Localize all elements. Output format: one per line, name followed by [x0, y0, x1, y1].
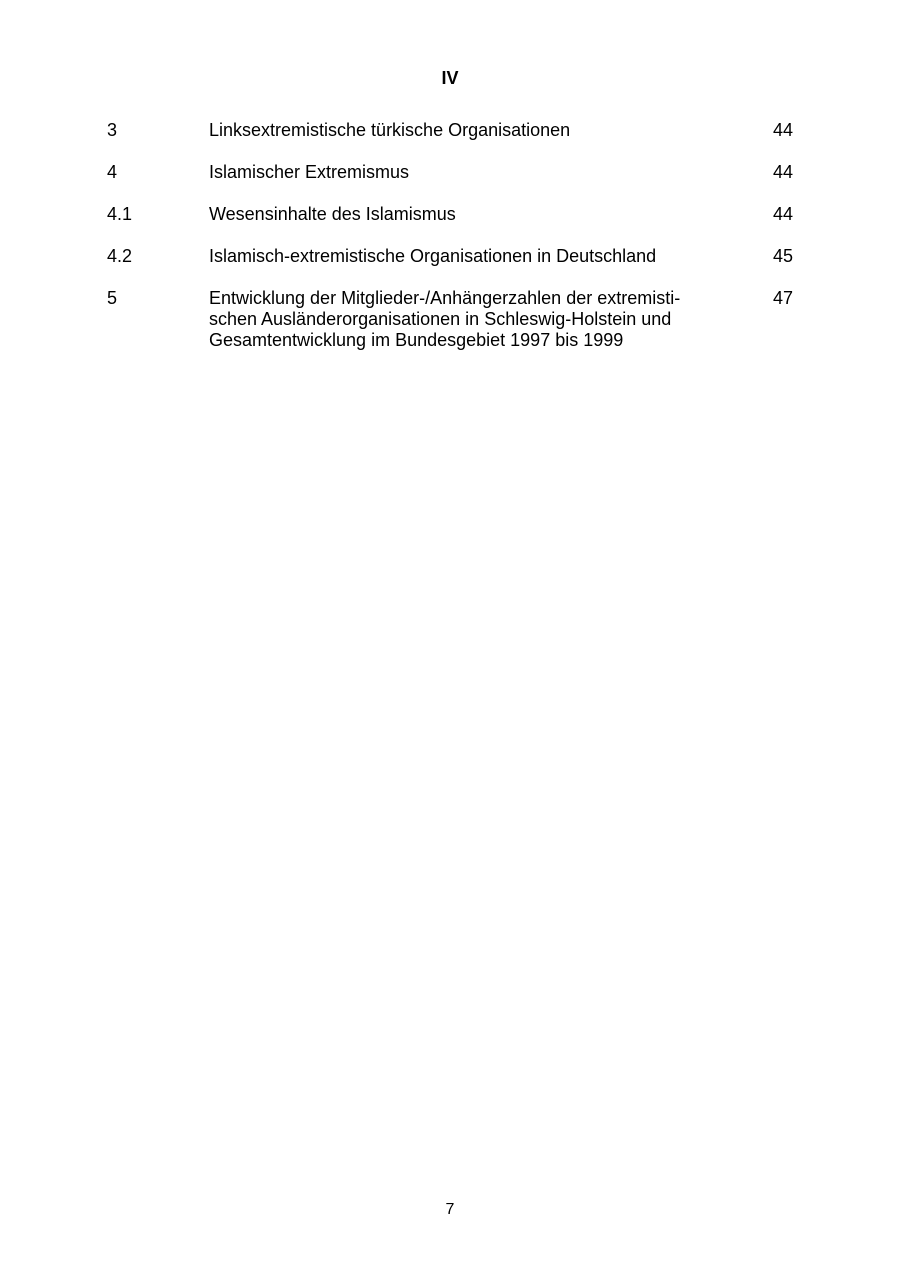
toc-entry-title-line: Linksextremistische türkische Organisationen [209, 120, 571, 140]
toc-entry [107, 162, 797, 183]
toc-entry [107, 246, 797, 267]
toc-entry-page: 44 [772, 120, 793, 140]
page-number: 7 [445, 1201, 455, 1218]
toc-entry [107, 288, 797, 351]
toc-entry-title-line: Wesensinhalte des Islamismus [209, 204, 456, 224]
toc-entry [107, 204, 797, 225]
toc-entry-number: 5 [107, 288, 118, 308]
toc-entry-title-line: schen Ausländerorganisationen in Schleswig-Holstein und [209, 309, 672, 329]
toc-entry-title [209, 288, 699, 351]
toc-entry-title [209, 162, 699, 183]
toc-entry [107, 120, 797, 141]
toc-entry-title [209, 204, 699, 225]
toc-entry-page: 45 [772, 246, 793, 266]
toc-entry-page: 47 [772, 288, 793, 308]
toc-entry-page: 44 [772, 162, 793, 182]
toc-entry-title-line: Gesamtentwicklung im Bundesgebiet 1997 bis 1999 [209, 330, 624, 350]
table-of-contents [107, 120, 797, 372]
toc-entry-number: 4.1 [107, 204, 133, 224]
toc-entry-number: 4.2 [107, 246, 133, 266]
section-heading: IV [441, 68, 459, 88]
toc-entry-page: 44 [772, 204, 793, 224]
toc-entry-title [209, 120, 699, 141]
toc-entry-title-line: Entwicklung der Mitglieder-/Anhängerzahlen der extremisti- [209, 288, 681, 308]
toc-entry-number: 4 [107, 162, 118, 182]
toc-entry-number: 3 [107, 120, 118, 140]
toc-entry-title-line: Islamischer Extremismus [209, 162, 410, 182]
toc-entry-title [209, 246, 699, 267]
toc-entry-title-line: Islamisch-extremistische Organisationen in Deutschland [209, 246, 657, 266]
